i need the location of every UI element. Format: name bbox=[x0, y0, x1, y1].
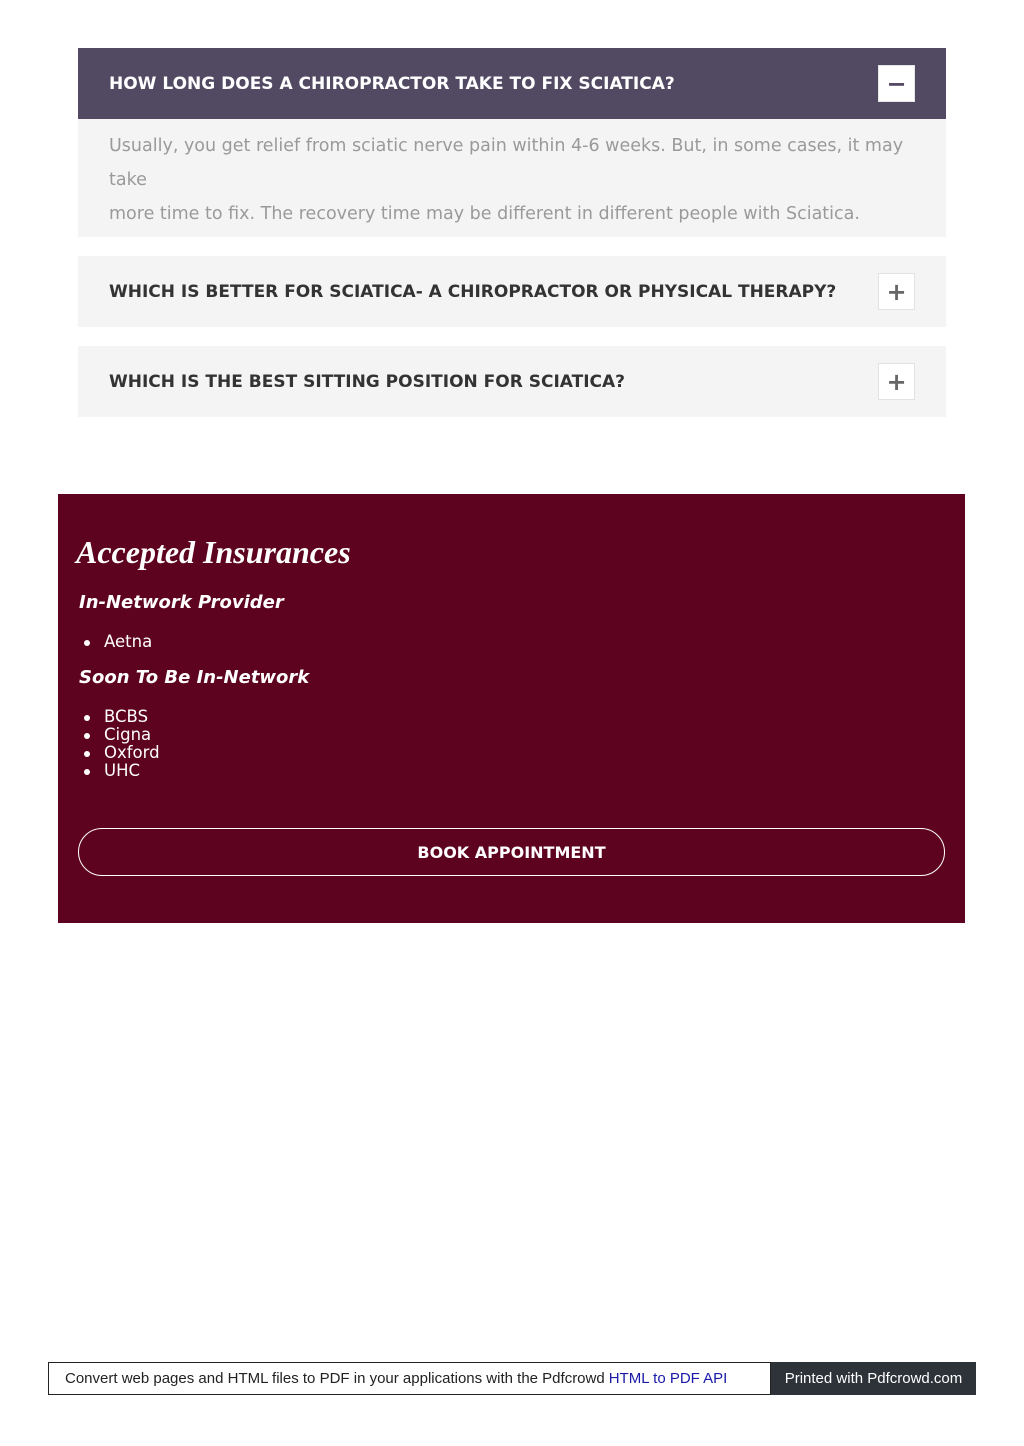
list-item: BCBS bbox=[84, 708, 160, 726]
faq-header-3[interactable] bbox=[78, 346, 946, 417]
faq-header-2[interactable] bbox=[78, 256, 946, 327]
faq-answer-line: more time to fix. The recovery time may be different in different people with Sciatica. bbox=[109, 204, 860, 224]
accepted-insurances-section bbox=[58, 494, 965, 923]
minus-icon[interactable]: − bbox=[878, 65, 915, 102]
printed-with-pdfcrowd-link[interactable]: Printed with Pdfcrowd.com bbox=[771, 1362, 976, 1395]
footer-message bbox=[48, 1362, 771, 1395]
book-appointment-button[interactable]: BOOK APPOINTMENT bbox=[78, 828, 945, 876]
faq-item-1 bbox=[78, 48, 946, 237]
footer-text: Convert web pages and HTML files to PDF in your applications with the Pdfcrowd bbox=[65, 1370, 605, 1387]
faq-question-3: WHICH IS THE BEST SITTING POSITION FOR SCIATICA? bbox=[109, 371, 626, 392]
faq-item-2 bbox=[78, 256, 946, 327]
plus-icon[interactable]: + bbox=[878, 273, 915, 310]
in-network-list bbox=[84, 633, 152, 651]
faq-question-1: HOW LONG DOES A CHIROPRACTOR TAKE TO FIX SCIATICA? bbox=[109, 73, 675, 94]
faq-answer-1 bbox=[78, 119, 946, 237]
in-network-heading: In-Network Provider bbox=[79, 592, 284, 613]
list-item: Cigna bbox=[84, 726, 160, 744]
soon-in-network-list bbox=[84, 708, 160, 780]
section-title: Accepted Insurances bbox=[76, 534, 351, 570]
list-item: Oxford bbox=[84, 744, 160, 762]
soon-in-network-heading: Soon To Be In-Network bbox=[79, 667, 310, 688]
plus-icon[interactable]: + bbox=[878, 363, 915, 400]
faq-item-3 bbox=[78, 346, 946, 417]
faq-question-2: WHICH IS BETTER FOR SCIATICA- A CHIROPRACTOR OR PHYSICAL THERAPY? bbox=[109, 281, 837, 302]
list-item: Aetna bbox=[84, 633, 152, 651]
faq-header-1[interactable] bbox=[78, 48, 946, 119]
html-to-pdf-api-link[interactable]: HTML to PDF API bbox=[608, 1370, 728, 1387]
list-item: UHC bbox=[84, 762, 160, 780]
pdfcrowd-footer bbox=[48, 1362, 976, 1395]
faq-answer-line: Usually, you get relief from sciatic nerve pain within 4-6 weeks. But, in some cases, it may take bbox=[109, 136, 904, 190]
